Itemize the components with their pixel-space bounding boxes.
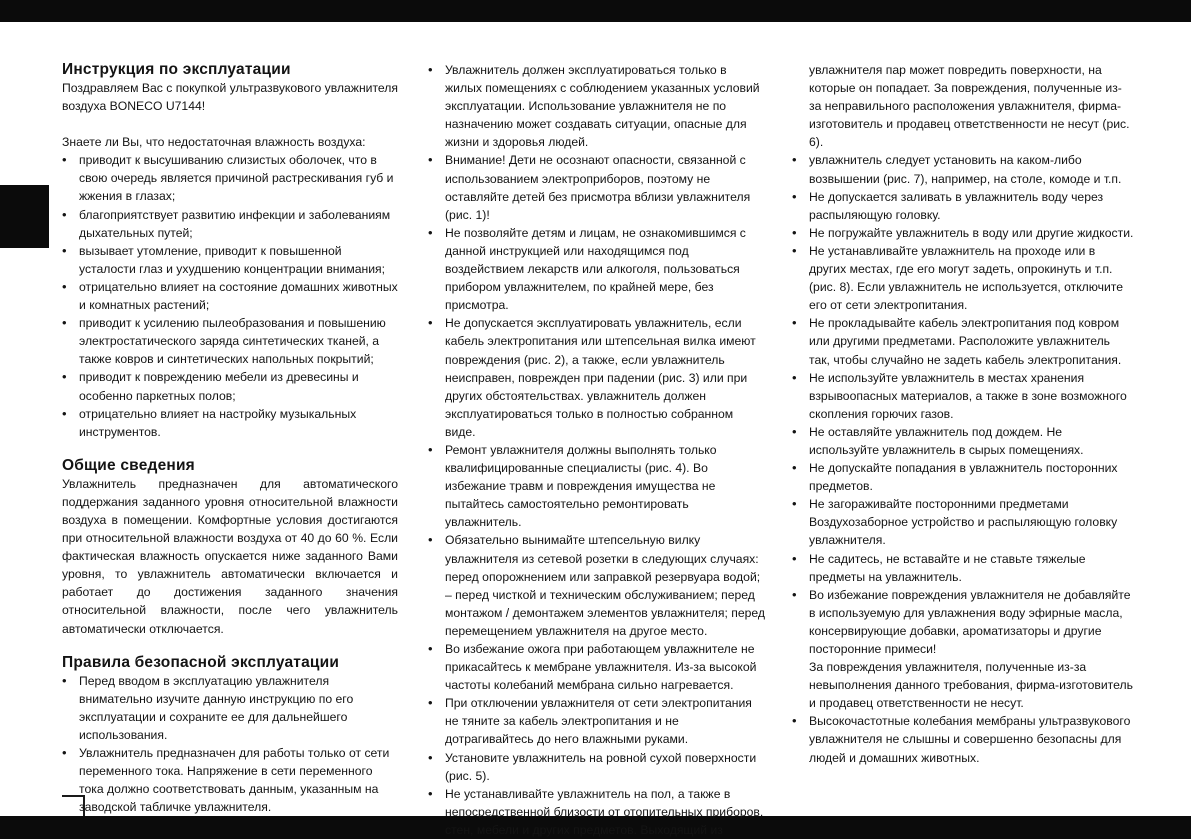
left-column bbox=[62, 61, 398, 816]
list-item: • увлажнитель следует установить на каком-либо возвышении (рис. 7), например, на столе, комоде и т.п. bbox=[792, 151, 1134, 187]
list-item: • Не допускается эксплуатировать увлажнитель, если кабель электропитания или штепсельная вилка имеют повреждения (рис. 2), а также, если увлажнитель неисправен, поврежден при падении (рис. 3) или при других обстоятельствах. увлажнитель должен эксплуатироваться только в полностью собранном виде. bbox=[428, 314, 766, 441]
list-item: • отрицательно влияет на настройку музыкальных инструментов. bbox=[62, 405, 398, 441]
list-item-continuation: увлажнителя пар может повредить поверхности, на которые он попадает. За повреждения, полученные из-за неправильного расположения увлажнителя, фирма-изготовитель и продавец ответственности не несут (рис. 6). bbox=[809, 63, 1130, 150]
list-item: • Не допускается заливать в увлажнитель воду через распыляющую головку. bbox=[792, 188, 1134, 224]
list-item: • При отключении увлажнителя от сети электропитания не тяните за кабель электропитания и не дотрагивайтесь до него влажными руками. bbox=[428, 694, 766, 748]
list-item: • приводит к высушиванию слизистых оболочек, что в свою очередь является причиной растрескивания губ и жжения в глазах; bbox=[62, 151, 398, 205]
list-item: • Не садитесь, не вставайте и не ставьте тяжелые предметы на увлажнитель. bbox=[792, 550, 1134, 586]
list-item: • приводит к повреждению мебели из древесины и особенно паркетных полов; bbox=[62, 368, 398, 404]
list-item: • Перед вводом в эксплуатацию увлажнителя внимательно изучите данную инструкцию по его эксплуатации и сохраните ее для дальнейшего использования. bbox=[62, 672, 398, 744]
list-item: • Не оставляйте увлажнитель под дождем. Не используйте увлажнитель в сырых помещениях. bbox=[792, 423, 1134, 459]
list-item: • Во избежание повреждения увлажнителя не добавляйте в используемую для увлажнения воду эфирные масла, консервирующие добавки, ароматизаторы и другие посторонние примеси! bbox=[792, 586, 1134, 658]
list-item: • Не позволяйте детям и лицам, не ознакомившимся с данной инструкцией или находящимся под воздействием лекарств или алкоголя, пользоваться прибором увлажнителем, по крайней мере, без присмотра. bbox=[428, 224, 766, 314]
right-column bbox=[792, 61, 1134, 767]
list-item: • Не загораживайте посторонними предметами Воздухозаборное устройство и распыляющую головку увлажнителя. bbox=[792, 495, 1134, 549]
list-item: • Не устанавливайте увлажнитель на проходе или в других местах, где его могут задеть, опрокинуть и т.п. (рис. 8). Если увлажнитель не используется, отключите его от сети электропитания. bbox=[792, 242, 1134, 314]
list-item-note: За повреждения увлажнителя, полученные из-за невыполнения данного требования, фирма-изготовитель и продавец ответственности не несут. bbox=[809, 660, 1133, 711]
manual-heading: Инструкция по эксплуатации bbox=[62, 61, 291, 78]
humidity-lead: Знаете ли Вы, что недостаточная влажность воздуха: bbox=[62, 135, 366, 150]
list-item: • вызывает утомление, приводит к повышенной усталости глаз и ухудшению концентрации внимания; bbox=[62, 242, 398, 278]
list-item: • Увлажнитель предназначен для работы только от сети переменного тока. Напряжение в сети переменного тока должно соответствовать данным, указанным на заводской табличке увлажнителя. bbox=[62, 744, 398, 816]
safety-heading: Правила безопасной эксплуатации bbox=[62, 653, 340, 671]
list-item: • Не прокладывайте кабель электропитания под ковром или другими предметами. Расположите увлажнитель так, чтобы случайно не задеть кабель электропитания. bbox=[792, 314, 1134, 368]
list-item: • Обязательно вынимайте штепсельную вилку увлажнителя из сетевой розетки в следующих случаях: перед опорожнением или заправкой резервуара водой; – перед чисткой и техническим обслуживанием; перед монтажом / демонтажем элементов увлажнителя; перед перемещением увлажнителя на другое место. bbox=[428, 531, 766, 640]
safety-list bbox=[62, 672, 398, 817]
list-item: • Не погружайте увлажнитель в воду или другие жидкости. bbox=[792, 224, 1134, 242]
safety-list-continued bbox=[428, 61, 766, 839]
list-item: • Установите увлажнитель на ровной сухой поверхности (рис. 5). bbox=[428, 749, 766, 785]
safety-list-continued-2 bbox=[792, 61, 1134, 767]
list-item: • отрицательно влияет на состояние домашних животных и комнатных растений; bbox=[62, 278, 398, 314]
top-black-bar bbox=[0, 0, 1191, 22]
list-item: • благоприятствует развитию инфекции и заболеваниям дыхательных путей; bbox=[62, 206, 398, 242]
list-item: • Не используйте увлажнитель в местах хранения взрывоопасных материалов, а также в зоне возможного скопления горючих газов. bbox=[792, 369, 1134, 423]
middle-column bbox=[428, 61, 766, 839]
general-heading: Общие сведения bbox=[62, 456, 195, 474]
list-item: • Не устанавливайте увлажнитель на пол, а также в непосредственной близости от отопительных приборов, стен, мебели и других предметов. Выходящий из bbox=[428, 785, 766, 839]
list-item: • Не допускайте попадания в увлажнитель посторонних предметов. bbox=[792, 459, 1134, 495]
language-tab-marker bbox=[0, 185, 49, 248]
list-item: • Ремонт увлажнителя должны выполнять только квалифицированные специалисты (рис. 4). Во избежание травм и повреждения имущества не пытайтесь самостоятельно ремонтировать увлажнитель. bbox=[428, 441, 766, 531]
general-paragraph: Увлажнитель предназначен для автоматического поддержания заданного уровня относительной влажности воздуха в помещении. Комфортные условия достигаются при относительной влажности воздуха от 40 до 60 %. Если фактическая влажность опускается ниже заданного Вами уровня, то увлажнитель автоматически включается и работает до достижения заданного значения относительной влажности, после чего увлажнитель автоматически отключается. bbox=[62, 476, 398, 636]
list-item: • Высокочастотные колебания мембраны ультразвукового увлажнителя не слышны и совершенно безопасны для людей и домашних животных. bbox=[792, 712, 1134, 766]
intro-paragraph: Поздравляем Вас с покупкой ультразвукового увлажнителя воздуха BONECO U7144! bbox=[62, 81, 399, 114]
list-item: • Увлажнитель должен эксплуатироваться только в жилых помещениях с соблюдением указанных условий эксплуатации. Использование увлажнителя не по назначению может создавать ситуации, опасные для жизни и здоровья людей. bbox=[428, 61, 766, 151]
humidity-effects-list bbox=[62, 151, 398, 441]
list-item: • Во избежание ожога при работающем увлажнителе не прикасайтесь к мембране увлажнителя. Из-за высокой частоты колебаний мембрана сильно нагревается. bbox=[428, 640, 766, 694]
list-item: • приводит к усилению пылеобразования и повышению электростатического заряда синтетических тканей, а также ковров и синтетических напольных покрытий; bbox=[62, 314, 398, 368]
list-item: • Внимание! Дети не осознают опасности, связанной с использованием электроприборов, поэтому не оставляйте детей без присмотра вблизи увлажнителя (рис. 1)! bbox=[428, 151, 766, 223]
